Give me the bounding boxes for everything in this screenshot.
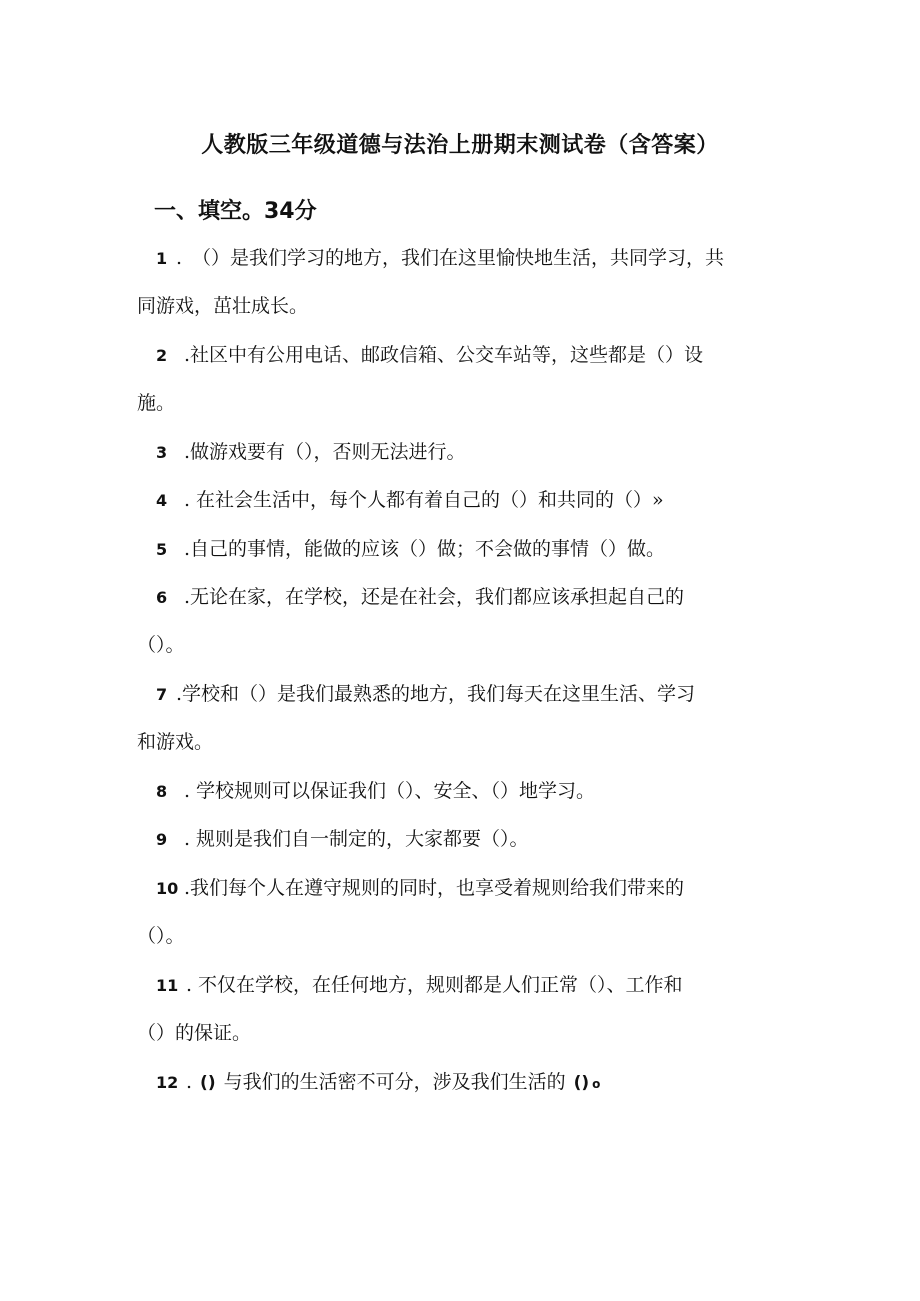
question-number: 9 xyxy=(156,830,168,849)
question-separator: . xyxy=(184,780,191,802)
question-separator: . xyxy=(176,247,183,269)
question-separator: . xyxy=(184,489,191,511)
question-12 xyxy=(156,1067,600,1099)
question-separator: . xyxy=(186,974,193,996)
blank-parentheses: () xyxy=(200,1073,216,1093)
blank-parentheses: () xyxy=(573,1073,590,1093)
question-separator: . xyxy=(186,1071,193,1093)
question-2-continuation: 施。 xyxy=(137,392,176,414)
question-9 xyxy=(156,824,529,855)
question-4 xyxy=(156,485,664,516)
question-number: 7 xyxy=(156,685,168,704)
question-number: 6 xyxy=(156,588,168,607)
trailing-mark: o xyxy=(592,1077,601,1091)
page-title: 人教版三年级道德与法治上册期末测试卷（含答案） xyxy=(201,133,719,158)
question-10 xyxy=(156,873,684,904)
section-heading: 一、填空。34分 xyxy=(154,199,317,224)
question-text: 社区中有公用电话、邮政信箱、公交车站等，这些都是（）设 xyxy=(190,344,704,366)
question-text: 规则是我们自一制定的，大家都要（）。 xyxy=(196,828,529,850)
question-separator: . xyxy=(184,586,191,608)
question-7-continuation: 和游戏。 xyxy=(137,731,214,753)
question-text: 学校规则可以保证我们（）、安全、（）地学习。 xyxy=(196,780,596,802)
question-8 xyxy=(156,776,595,807)
question-separator: . xyxy=(184,828,191,850)
question-text: 在社会生活中，每个人都有着自己的（）和共同的（）» xyxy=(196,489,664,511)
question-11 xyxy=(156,970,683,1001)
question-number: 2 xyxy=(156,346,168,365)
question-text: 我们每个人在遵守规则的同时，也享受着规则给我们带来的 xyxy=(190,877,685,899)
question-5 xyxy=(156,534,665,565)
question-number: 1 xyxy=(156,249,168,268)
question-separator: . xyxy=(184,344,191,366)
question-text: 与我们的生活密不可分，涉及我们生活的 xyxy=(223,1071,566,1093)
question-1-continuation: 同游戏，茁壮成长。 xyxy=(137,295,309,317)
question-number: 4 xyxy=(156,491,168,510)
question-6 xyxy=(156,582,684,613)
question-10-continuation: （）。 xyxy=(137,925,185,947)
question-3 xyxy=(156,437,466,468)
question-6-continuation: （）。 xyxy=(137,634,185,656)
question-11-continuation: （）的保证。 xyxy=(137,1022,252,1044)
question-2 xyxy=(156,340,703,371)
question-text: 不仅在学校，在任何地方，规则都是人们正常（）、工作和 xyxy=(198,974,683,996)
question-text: 无论在家，在学校，还是在社会，我们都应该承担起自己的 xyxy=(190,586,685,608)
question-number: 11 xyxy=(156,976,179,995)
question-number: 8 xyxy=(156,782,168,801)
question-separator: . xyxy=(184,877,191,899)
question-number: 10 xyxy=(156,879,179,898)
question-text: 做游戏要有（），否则无法进行。 xyxy=(190,441,466,463)
question-1 xyxy=(156,243,724,274)
question-7 xyxy=(156,679,695,710)
question-text: （）是我们学习的地方，我们在这里愉快地生活，共同学习，共 xyxy=(192,247,725,269)
question-text: 学校和（）是我们最熟悉的地方，我们每天在这里生活、学习 xyxy=(182,683,696,705)
question-separator: . xyxy=(184,441,191,463)
question-number: 3 xyxy=(156,443,168,462)
question-number: 5 xyxy=(156,540,168,559)
question-separator: . xyxy=(176,683,183,705)
question-number: 12 xyxy=(156,1073,179,1092)
question-text: 自己的事情，能做的应该（）做；不会做的事情（）做。 xyxy=(190,538,666,560)
question-separator: . xyxy=(184,538,191,560)
